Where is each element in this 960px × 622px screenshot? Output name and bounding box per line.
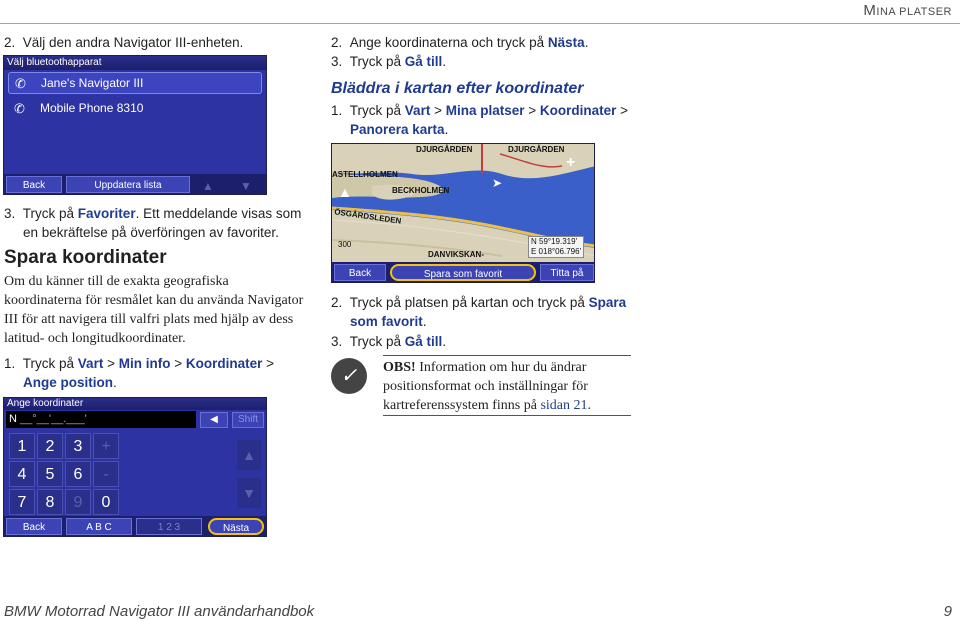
page-number: 9 [943, 603, 952, 620]
footer-title: BMW Motorrad Navigator III användarhandbok [4, 603, 315, 620]
check-icon: ✓ [331, 358, 367, 394]
bt-item-jane[interactable] [8, 72, 262, 94]
key-1[interactable]: 1 [9, 433, 35, 459]
coord-screen-title: Ange koordinater [4, 398, 266, 410]
cursor-icon: ➤ [492, 176, 503, 190]
map-screen [331, 143, 595, 283]
note-text: OBS! Information om hur du ändrar positionsformat och inställningar för kartreferenssystem finns på sidan 21. [383, 360, 592, 413]
section-heading: Spara koordinater [4, 247, 167, 268]
back-button[interactable]: Back [6, 176, 62, 193]
left-step-3: 3. Tryck på Favoriter. Ett meddelande visas som en bekräftelse på överföringen av favoriter. [4, 206, 302, 240]
coordinate-readout: N 59°19.319' E 018°06.796' [528, 236, 584, 258]
key-0[interactable]: 0 [93, 489, 119, 515]
key-3[interactable]: 3 [65, 433, 91, 459]
map-label: DJURGÅRDEN [508, 145, 565, 154]
note-rule-bottom [383, 415, 631, 416]
key-minus[interactable]: - [93, 461, 119, 487]
save-favorite-button[interactable]: Spara som favorit [390, 264, 536, 281]
zoom-in-icon[interactable]: + [566, 154, 576, 171]
section-header: MINA PLATSER [863, 2, 952, 19]
compass-icon: ▲ [338, 184, 352, 200]
right-step-2b: 2. Tryck på platsen på kartan och tryck på Spara som favorit. [331, 295, 627, 329]
map-label: ÖSGÅRDSLEDEN [333, 207, 402, 226]
bt-item-mobile[interactable] [8, 98, 262, 120]
bt-item-label: Mobile Phone 8310 [40, 101, 144, 115]
map-label: DJURGÅRDEN [416, 145, 473, 154]
view-button[interactable]: Titta på [540, 264, 594, 281]
header-rule [0, 23, 960, 24]
map-label: DANVIKSKAN- [428, 250, 484, 259]
map-label: ASTELLHOLMEN [332, 170, 398, 179]
scroll-down-icon[interactable]: ▼ [237, 478, 261, 508]
right-step-3b: 3. Tryck på Gå till. [331, 334, 447, 349]
update-list-button[interactable]: Uppdatera lista [66, 176, 190, 193]
key-4[interactable]: 4 [9, 461, 35, 487]
coordinate-input[interactable]: N __°__'__.___' [6, 411, 196, 428]
right-step-3: 3. Tryck på Gå till. [331, 54, 447, 69]
key-9[interactable]: 9 [65, 489, 91, 515]
coordinate-entry-screen [3, 397, 267, 537]
abc-button[interactable]: A B C [66, 518, 132, 535]
backspace-icon[interactable]: ◀ [200, 412, 228, 428]
subheading: Bläddra i kartan efter koordinater [331, 80, 584, 97]
key-5[interactable]: 5 [37, 461, 63, 487]
phone-icon: ✆ [15, 76, 26, 91]
phone-icon: ✆ [14, 101, 25, 116]
right-step-1: 1. Tryck på Vart > Mina platser > Koordinater > Panorera karta. [331, 103, 629, 137]
scroll-up-icon[interactable]: ▲ [202, 179, 214, 193]
shift-button[interactable]: Shift [232, 412, 264, 428]
bt-item-label: Jane's Navigator III [41, 76, 144, 90]
bt-screen-title: Välj bluetoothapparat [4, 56, 266, 70]
key-6[interactable]: 6 [65, 461, 91, 487]
bluetooth-device-screen [3, 55, 267, 195]
note-rule-top [383, 355, 631, 356]
scroll-down-icon[interactable]: ▼ [240, 179, 252, 193]
body-paragraph: Om du känner till de exakta geografiska koordinaterna för resmålet kan du använda Navigator III för att navigera till valfri plats med hjälp av dess latitud- och longitudkoordinater. [4, 274, 304, 346]
left-step-2: 2. Välj den andra Navigator III-enheten. [4, 35, 244, 50]
back-button[interactable]: Back [334, 264, 386, 281]
scroll-up-icon[interactable]: ▲ [237, 440, 261, 470]
key-8[interactable]: 8 [37, 489, 63, 515]
next-button[interactable]: Nästa [208, 518, 264, 535]
key-2[interactable]: 2 [37, 433, 63, 459]
page-link[interactable]: sidan 21 [540, 398, 588, 413]
right-step-2: 2. Ange koordinaterna och tryck på Nästa. [331, 35, 589, 50]
back-button[interactable]: Back [6, 518, 62, 535]
key-7[interactable]: 7 [9, 489, 35, 515]
left-step-1: 1. Tryck på Vart > Min info > Koordinater > Ange position. [4, 356, 274, 390]
key-plus[interactable]: + [93, 433, 119, 459]
num-button[interactable]: 1 2 3 [136, 518, 202, 535]
map-label: 300 [338, 240, 352, 249]
map-label: BECKHOLMEN [392, 186, 450, 195]
